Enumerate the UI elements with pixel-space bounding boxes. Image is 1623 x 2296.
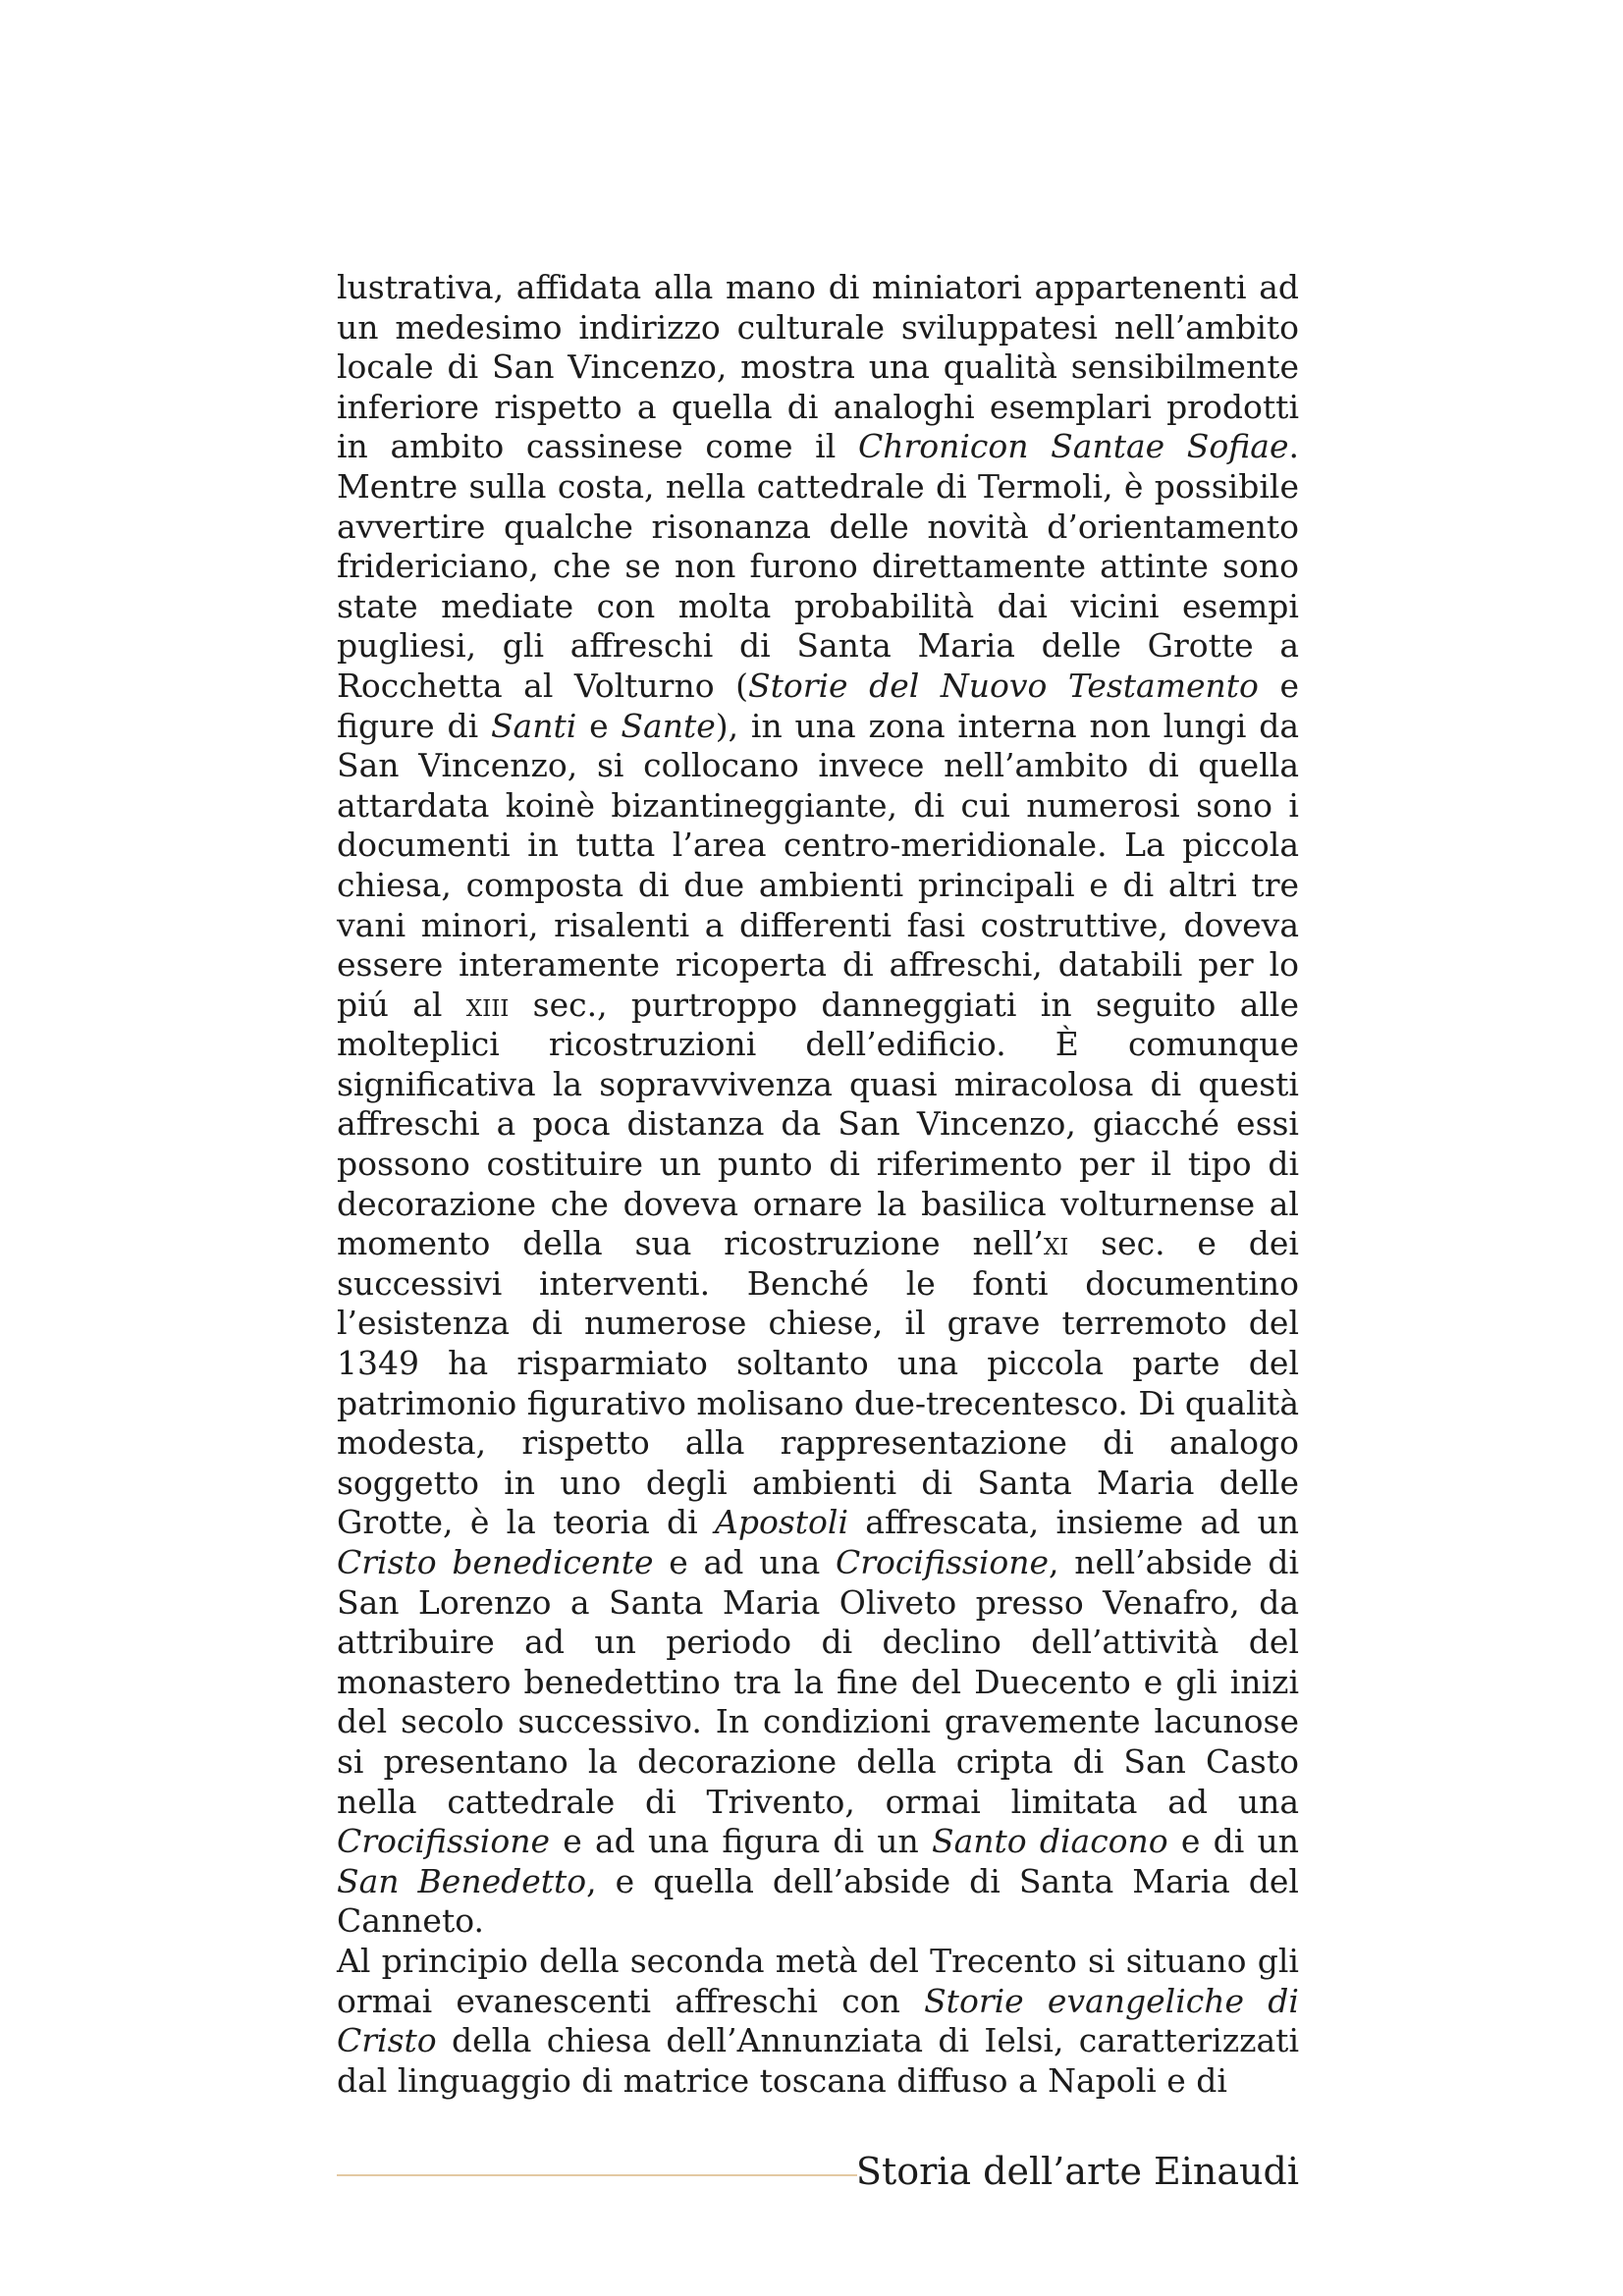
italic-title: Crocifissione xyxy=(337,1822,551,1861)
text-run: sec. e dei successivi interventi. Benché le fonti documentino l’esistenza di numerose chiese, il grave terremoto del 1349 ha risparmiato soltanto una piccola parte del patrimonio figurativo molisano due-trecentesco. Di qualità modesta, rispetto alla rappresentazione di analogo soggetto in uno degli ambienti di Santa Maria delle Grotte, è la teoria di xyxy=(337,1224,1299,1542)
text-run: e xyxy=(576,706,622,745)
footer-book-title: Storia dell’arte Einaudi xyxy=(855,2150,1299,2193)
italic-title: Crocifissione xyxy=(836,1543,1050,1581)
text-run: e di un xyxy=(1167,1822,1299,1861)
text-run: della chiesa dell’Annunziata di Ielsi, caratterizzati dal linguaggio di matrice toscana diffuso a Napoli e di xyxy=(337,2021,1299,2100)
text-run: . Mentre sulla costa, nella cattedrale di Termoli, è possibile avvertire qualche risonanza delle novità d’orientamento fridericiano, che se non furono direttamente attinte sono state mediate con molta probabilità dai vicini esempi pugliesi, gli affreschi di Santa Maria delle Grotte a Rocchetta al Volturno ( xyxy=(337,427,1299,705)
text-run: , e quella dell’abside di Santa Maria del Canneto. xyxy=(337,1861,1299,1941)
text-run: Al principio della seconda metà del Trecento si situano gli ormai evanescenti affreschi con xyxy=(337,1941,1299,2020)
text-run: e figure di xyxy=(337,666,1299,745)
italic-title: San Benedetto xyxy=(337,1861,587,1900)
paragraph-1 xyxy=(337,268,1299,1942)
italic-title: Sante xyxy=(621,706,716,745)
body-text xyxy=(337,268,1299,2101)
roman-numeral: xiii xyxy=(465,985,510,1024)
italic-title: Storie evangeliche di Cristo xyxy=(337,1981,1299,2060)
text-run: , nell’abside di San Lorenzo a Santa Maria Oliveto presso Venafro, da attribuire ad un periodo di declino dell’attività del monastero benedettino tra la fine del Duecento e gli inizi del secolo successivo. In condizioni gravemente lacunose si presentano la decorazione della cripta di San Casto nella cattedrale di Trivento, ormai limitata ad una xyxy=(337,1543,1299,1821)
text-run: ), in una zona interna non lungi da San Vincenzo, si collocano invece nell’ambito di quella attardata koinè bizantineggiante, di cui numerosi sono i documenti in tutta l’area centro-meridionale. La piccola chiesa, composta di due ambienti principali e di altri tre vani minori, risalenti a differenti fasi costruttive, doveva essere interamente ricoperta di affreschi, databili per lo piú al xyxy=(337,706,1299,1024)
text-run: e ad una figura di un xyxy=(550,1822,932,1861)
text-run: lustrativa, affidata alla mano di miniatori appartenenti ad un medesimo indirizzo culturale sviluppatesi nell’ambito locale di San Vincenzo, mostra una qualità sensibilmente inferiore rispetto a quella di analoghi esemplari prodotti in ambito cassinese come il xyxy=(337,268,1299,466)
italic-title: Santi xyxy=(490,706,577,745)
text-run: sec., purtroppo danneggiati in seguito alle molteplici ricostruzioni dell’edificio. È comunque significativa la sopravvivenza quasi miracolosa di questi affreschi a poca distanza da San Vincenzo, giacché essi possono costituire un punto di riferimento per il tipo di decorazione che doveva ornare la basilica volturnense al momento della sua ricostruzione nell’ xyxy=(337,985,1300,1263)
text-run: e ad una xyxy=(653,1543,837,1581)
footer-rule xyxy=(337,2174,857,2176)
text-run: affrescata, insieme ad un xyxy=(848,1503,1299,1542)
roman-numeral: xi xyxy=(1043,1224,1069,1263)
italic-title: Chronicon Santae Sofiae xyxy=(857,427,1289,466)
italic-title: Storie del Nuovo Testamento xyxy=(747,666,1259,705)
italic-title: Cristo benedicente xyxy=(337,1543,654,1581)
paragraph-2 xyxy=(337,1942,1299,2101)
italic-title: Apostoli xyxy=(715,1503,849,1542)
italic-title: Santo diacono xyxy=(931,1822,1168,1861)
